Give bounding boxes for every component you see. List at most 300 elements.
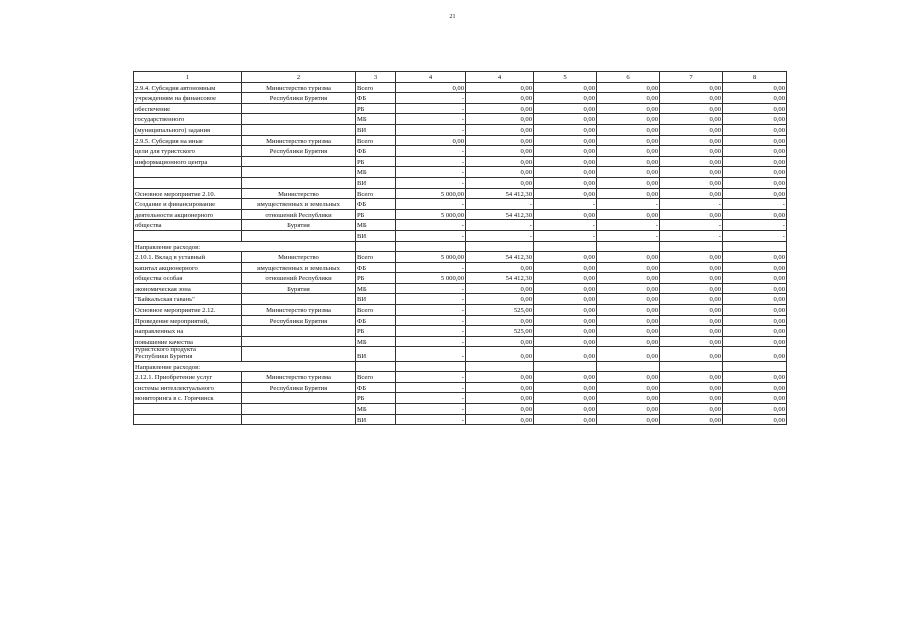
table-row (134, 167, 787, 178)
amount-cell: - (466, 199, 534, 210)
amount-cell: 0,00 (534, 135, 597, 146)
amount-cell: 525,00 (466, 326, 534, 337)
amount-cell: 0,00 (660, 393, 723, 404)
column-header: 5 (534, 72, 597, 83)
amount-cell: 0,00 (660, 382, 723, 393)
activity-name-line: обеспечение (134, 103, 242, 114)
empty-cell (597, 361, 660, 372)
table-row (134, 404, 787, 415)
amount-cell: 0,00 (534, 124, 597, 135)
executor-line: Республики Бурятия (242, 146, 356, 157)
funding-source: ФБ (356, 262, 396, 273)
funding-source: РБ (356, 326, 396, 337)
amount-cell: - (396, 372, 466, 383)
table-row (134, 135, 787, 146)
amount-cell: 0,00 (723, 167, 787, 178)
amount-cell: 0,00 (660, 135, 723, 146)
table-row (134, 156, 787, 167)
table-row (134, 414, 787, 425)
amount-cell: 0,00 (597, 209, 660, 220)
funding-source: ВИ (356, 124, 396, 135)
amount-cell: 0,00 (723, 294, 787, 305)
amount-cell: - (597, 220, 660, 231)
amount-cell: 0,00 (534, 315, 597, 326)
amount-cell: 0,00 (534, 252, 597, 263)
amount-cell: - (396, 199, 466, 210)
amount-cell: - (396, 414, 466, 425)
amount-cell: 0,00 (534, 404, 597, 415)
amount-cell: 0,00 (723, 372, 787, 383)
amount-cell: 0,00 (660, 336, 723, 347)
amount-cell: - (396, 156, 466, 167)
executor-line (242, 393, 356, 404)
amount-cell: 0,00 (534, 82, 597, 93)
amount-cell: 0,00 (597, 124, 660, 135)
executor-line (242, 230, 356, 241)
amount-cell: 0,00 (534, 393, 597, 404)
executor-line (242, 114, 356, 125)
executor-line (242, 177, 356, 188)
column-header: 3 (356, 72, 396, 83)
funding-source: РБ (356, 273, 396, 284)
amount-cell: 0,00 (534, 156, 597, 167)
table-row (134, 262, 787, 273)
amount-cell: 0,00 (660, 167, 723, 178)
amount-cell: 0,00 (723, 114, 787, 125)
funding-source: МБ (356, 336, 396, 347)
amount-cell: 0,00 (466, 167, 534, 178)
executor-line: Республики Бурятия (242, 93, 356, 104)
amount-cell: 0,00 (534, 177, 597, 188)
amount-cell: 54 412,30 (466, 188, 534, 199)
amount-cell: - (396, 114, 466, 125)
amount-cell: - (396, 230, 466, 241)
amount-cell: 0,00 (660, 273, 723, 284)
amount-cell: - (660, 199, 723, 210)
empty-cell (466, 361, 534, 372)
funding-source: РБ (356, 156, 396, 167)
amount-cell: - (660, 220, 723, 231)
executor-line (242, 167, 356, 178)
empty-cell (534, 361, 597, 372)
amount-cell: 0,00 (466, 124, 534, 135)
amount-cell: 0,00 (723, 273, 787, 284)
amount-cell: 0,00 (597, 404, 660, 415)
table-row (134, 114, 787, 125)
amount-cell: 0,00 (597, 382, 660, 393)
amount-cell: - (396, 393, 466, 404)
amount-cell: - (396, 347, 466, 361)
amount-cell: - (396, 146, 466, 157)
activity-name-line: общества особая (134, 273, 242, 284)
amount-cell: 0,00 (534, 93, 597, 104)
activity-name-line: цели для туристского (134, 146, 242, 157)
amount-cell: 0,00 (466, 93, 534, 104)
table-row (134, 305, 787, 316)
amount-cell: 0,00 (660, 347, 723, 361)
amount-cell: 0,00 (534, 294, 597, 305)
amount-cell: 0,00 (597, 294, 660, 305)
amount-cell: 0,00 (597, 188, 660, 199)
table-row (134, 273, 787, 284)
column-header: 1 (134, 72, 242, 83)
amount-cell: 0,00 (466, 347, 534, 361)
amount-cell: 0,00 (723, 188, 787, 199)
table-row (134, 93, 787, 104)
amount-cell: 0,00 (466, 315, 534, 326)
amount-cell: 0,00 (466, 156, 534, 167)
funding-source: ФБ (356, 93, 396, 104)
amount-cell: 0,00 (534, 372, 597, 383)
amount-cell: 0,00 (597, 305, 660, 316)
amount-cell: - (396, 382, 466, 393)
amount-cell: 0,00 (534, 167, 597, 178)
activity-name-line: (муниципального) задания (134, 124, 242, 135)
amount-cell: 0,00 (723, 393, 787, 404)
funding-source: Всего (356, 252, 396, 263)
table-row (134, 124, 787, 135)
amount-cell: 0,00 (723, 382, 787, 393)
funding-source: ВИ (356, 414, 396, 425)
page-number: 21 (449, 14, 456, 20)
funding-source: Всего (356, 135, 396, 146)
amount-cell: 0,00 (534, 326, 597, 337)
funding-source: РБ (356, 393, 396, 404)
amount-cell: 0,00 (660, 103, 723, 114)
amount-cell: - (466, 220, 534, 231)
funding-source: МБ (356, 114, 396, 125)
amount-cell: 0,00 (723, 103, 787, 114)
funding-source: МБ (356, 404, 396, 415)
funding-source: Всего (356, 305, 396, 316)
funding-source: ВИ (356, 347, 396, 361)
amount-cell: 0,00 (534, 305, 597, 316)
amount-cell: 0,00 (660, 326, 723, 337)
amount-cell: 0,00 (660, 294, 723, 305)
activity-name-line (134, 404, 242, 415)
amount-cell: 0,00 (723, 252, 787, 263)
amount-cell: 0,00 (723, 404, 787, 415)
activity-name-line: туристского продукта Республики Бурятия (134, 347, 242, 361)
amount-cell: 0,00 (597, 135, 660, 146)
amount-cell: 0,00 (723, 283, 787, 294)
amount-cell: - (396, 305, 466, 316)
activity-name-line: капитал акционерного (134, 262, 242, 273)
funding-source: МБ (356, 220, 396, 231)
direction-label: Направление расходов: (134, 241, 356, 252)
table-row (134, 336, 787, 347)
amount-cell: 0,00 (660, 315, 723, 326)
amount-cell: 0,00 (723, 93, 787, 104)
activity-name-line: системы интеллектуального (134, 382, 242, 393)
amount-cell: 0,00 (723, 146, 787, 157)
amount-cell: 0,00 (597, 372, 660, 383)
amount-cell: 0,00 (723, 82, 787, 93)
activity-name-line: Проведение мероприятий, (134, 315, 242, 326)
amount-cell: 0,00 (466, 135, 534, 146)
amount-cell: 0,00 (534, 262, 597, 273)
activity-name-line: 2.10.1. Вклад в уставный (134, 252, 242, 263)
amount-cell: 0,00 (466, 393, 534, 404)
amount-cell: 0,00 (534, 414, 597, 425)
activity-name-line: мониторинга в с. Горячинск (134, 393, 242, 404)
executor-line: отношений Республики (242, 273, 356, 284)
amount-cell: 54 412,30 (466, 209, 534, 220)
activity-name-line: деятельности акционерного (134, 209, 242, 220)
executor-line (242, 326, 356, 337)
funding-source: ФБ (356, 382, 396, 393)
amount-cell: 0,00 (534, 114, 597, 125)
amount-cell: 525,00 (466, 305, 534, 316)
amount-cell: 0,00 (534, 188, 597, 199)
activity-name-line: Республики Бурятия (135, 353, 193, 361)
funding-source: Всего (356, 188, 396, 199)
activity-name-line: 2.9.4. Субсидия автономным (134, 82, 242, 93)
amount-cell: 0,00 (597, 114, 660, 125)
activity-name-line: учреждениям на финансовое (134, 93, 242, 104)
amount-cell: 0,00 (660, 82, 723, 93)
amount-cell: - (396, 315, 466, 326)
amount-cell: 0,00 (396, 82, 466, 93)
amount-cell: 0,00 (597, 326, 660, 337)
amount-cell: 0,00 (466, 414, 534, 425)
amount-cell: 0,00 (723, 156, 787, 167)
activity-name-line: 2.12.1. Приобретение услуг (134, 372, 242, 383)
executor-line (242, 414, 356, 425)
amount-cell: 0,00 (597, 262, 660, 273)
funding-source: ВИ (356, 230, 396, 241)
header-row (134, 72, 787, 83)
amount-cell: - (396, 93, 466, 104)
amount-cell: 0,00 (466, 177, 534, 188)
amount-cell: 0,00 (466, 103, 534, 114)
amount-cell: - (466, 230, 534, 241)
funding-source: РБ (356, 103, 396, 114)
amount-cell: 0,00 (534, 347, 597, 361)
amount-cell: 0,00 (466, 336, 534, 347)
amount-cell: 0,00 (723, 124, 787, 135)
amount-cell: - (534, 199, 597, 210)
amount-cell: - (723, 199, 787, 210)
activity-name-line (134, 177, 242, 188)
amount-cell: 0,00 (597, 146, 660, 157)
amount-cell: 0,00 (660, 209, 723, 220)
amount-cell: 54 412,30 (466, 273, 534, 284)
amount-cell: 0,00 (723, 414, 787, 425)
table-row (134, 220, 787, 231)
amount-cell: 0,00 (660, 177, 723, 188)
amount-cell: - (396, 167, 466, 178)
activity-name-line: направленных на (134, 326, 242, 337)
amount-cell: 5 000,00 (396, 273, 466, 284)
amount-cell: - (597, 230, 660, 241)
activity-name-line: государственного (134, 114, 242, 125)
amount-cell: 0,00 (660, 146, 723, 157)
activity-name-line: информационного центра (134, 156, 242, 167)
executor-line: имущественных и земельных (242, 262, 356, 273)
amount-cell: 0,00 (723, 262, 787, 273)
activity-name-line: повышение качества (134, 336, 242, 347)
amount-cell: 0,00 (466, 82, 534, 93)
direction-label: Направление расходов: (134, 361, 356, 372)
amount-cell: 0,00 (660, 414, 723, 425)
executor-line: Республики Бурятия (242, 382, 356, 393)
amount-cell: - (396, 326, 466, 337)
column-header: 2 (242, 72, 356, 83)
funding-source: ФБ (356, 199, 396, 210)
funding-source: ФБ (356, 146, 396, 157)
executor-line: Бурятия (242, 220, 356, 231)
executor-line: Республики Бурятия (242, 315, 356, 326)
column-header: 7 (660, 72, 723, 83)
amount-cell: - (396, 336, 466, 347)
amount-cell: 0,00 (534, 273, 597, 284)
executor-line: Министерство туризма (242, 82, 356, 93)
executor-line (242, 294, 356, 305)
table-row (134, 382, 787, 393)
table-row (134, 146, 787, 157)
amount-cell: 0,00 (466, 114, 534, 125)
amount-cell: 0,00 (466, 372, 534, 383)
amount-cell: 0,00 (597, 347, 660, 361)
executor-line: Министерство (242, 252, 356, 263)
executor-line: Министерство (242, 188, 356, 199)
amount-cell: - (723, 220, 787, 231)
direction-row (134, 241, 787, 252)
executor-line: отношений Республики (242, 209, 356, 220)
column-header: 6 (597, 72, 660, 83)
amount-cell: 0,00 (534, 283, 597, 294)
amount-cell: 0,00 (723, 315, 787, 326)
amount-cell: 0,00 (597, 156, 660, 167)
funding-source: ФБ (356, 315, 396, 326)
amount-cell: 0,00 (597, 103, 660, 114)
amount-cell: 0,00 (723, 347, 787, 361)
amount-cell: - (396, 404, 466, 415)
amount-cell: 0,00 (660, 188, 723, 199)
column-header: 4 (466, 72, 534, 83)
executor-line: имущественных и земельных (242, 199, 356, 210)
executor-line: Министерство туризма (242, 135, 356, 146)
direction-row (134, 361, 787, 372)
amount-cell: 0,00 (534, 146, 597, 157)
amount-cell: 0,00 (534, 336, 597, 347)
activity-name-line (134, 414, 242, 425)
activity-name-line: Основное мероприятие 2.10. (134, 188, 242, 199)
amount-cell: 0,00 (534, 103, 597, 114)
funding-source: Всего (356, 372, 396, 383)
empty-cell (723, 241, 787, 252)
executor-line (242, 347, 356, 361)
amount-cell: 0,00 (597, 93, 660, 104)
amount-cell: 0,00 (660, 283, 723, 294)
table-row (134, 209, 787, 220)
executor-line (242, 103, 356, 114)
table-row (134, 82, 787, 93)
amount-cell: 0,00 (534, 209, 597, 220)
amount-cell: - (396, 294, 466, 305)
amount-cell: 5 000,00 (396, 252, 466, 263)
table-row (134, 326, 787, 337)
amount-cell: 0,00 (597, 393, 660, 404)
amount-cell: 0,00 (534, 382, 597, 393)
amount-cell: 0,00 (723, 326, 787, 337)
amount-cell: - (396, 103, 466, 114)
amount-cell: - (396, 262, 466, 273)
amount-cell: 0,00 (660, 114, 723, 125)
amount-cell: - (723, 230, 787, 241)
amount-cell: 0,00 (466, 294, 534, 305)
funding-source: МБ (356, 167, 396, 178)
activity-name-line: 2.9.5. Субсидия на иные (134, 135, 242, 146)
amount-cell: - (660, 230, 723, 241)
amount-cell: 0,00 (723, 336, 787, 347)
amount-cell: 0,00 (597, 414, 660, 425)
funding-source: РБ (356, 209, 396, 220)
amount-cell: 0,00 (723, 135, 787, 146)
amount-cell: 0,00 (466, 404, 534, 415)
amount-cell: 5 000,00 (396, 188, 466, 199)
table-row (134, 393, 787, 404)
activity-name-line: общества (134, 220, 242, 231)
amount-cell: 5 000,00 (396, 209, 466, 220)
amount-cell: - (396, 124, 466, 135)
amount-cell: 0,00 (660, 156, 723, 167)
amount-cell: 0,00 (723, 209, 787, 220)
amount-cell: 0,00 (597, 167, 660, 178)
empty-cell (723, 361, 787, 372)
activity-name-line (134, 167, 242, 178)
activity-name-line: Основное мероприятие 2.12. (134, 305, 242, 316)
amount-cell: 0,00 (723, 305, 787, 316)
amount-cell: 0,00 (660, 404, 723, 415)
amount-cell: - (396, 220, 466, 231)
table-row (134, 103, 787, 114)
empty-cell (660, 361, 723, 372)
table-row (134, 177, 787, 188)
table-row (134, 347, 787, 361)
amount-cell: 0,00 (660, 372, 723, 383)
table-row (134, 252, 787, 263)
activity-name-line: "Байкальская гавань" (134, 294, 242, 305)
empty-cell (466, 241, 534, 252)
amount-cell: 0,00 (660, 305, 723, 316)
amount-cell: 54 412,30 (466, 252, 534, 263)
amount-cell: 0,00 (597, 82, 660, 93)
table-row (134, 372, 787, 383)
amount-cell: - (597, 199, 660, 210)
executor-line (242, 404, 356, 415)
amount-cell: - (396, 177, 466, 188)
funding-source: Всего (356, 82, 396, 93)
empty-cell (534, 241, 597, 252)
empty-cell (597, 241, 660, 252)
amount-cell: 0,00 (597, 273, 660, 284)
executor-line: Бурятия (242, 283, 356, 294)
executor-line (242, 124, 356, 135)
funding-source: ВИ (356, 294, 396, 305)
table-row (134, 230, 787, 241)
amount-cell: 0,00 (660, 93, 723, 104)
empty-cell (660, 241, 723, 252)
amount-cell: - (396, 283, 466, 294)
executor-line: Министерство туризма (242, 372, 356, 383)
empty-cell (396, 241, 466, 252)
column-header: 8 (723, 72, 787, 83)
executor-line: Министерство туризма (242, 305, 356, 316)
amount-cell: - (534, 220, 597, 231)
table-row (134, 283, 787, 294)
